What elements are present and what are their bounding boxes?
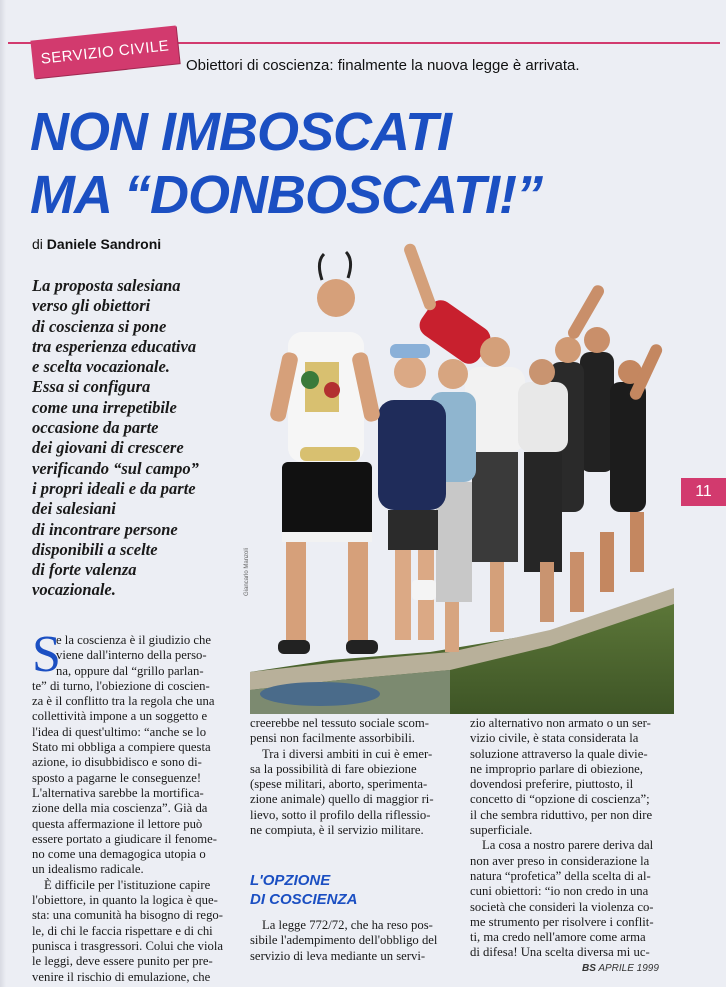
group-photo bbox=[250, 232, 674, 714]
body-line: superficiale. bbox=[470, 823, 533, 838]
byline-author: Daniele Sandroni bbox=[46, 236, 162, 252]
intro-line: Essa si configura bbox=[32, 377, 151, 397]
intro-line: tra esperienza educativa bbox=[32, 336, 197, 356]
body-column-2-continued bbox=[250, 918, 462, 964]
body-line: vizio civile, è stata considerata la bbox=[470, 731, 639, 746]
body-line: sta: una comunità ha bisogno di rego- bbox=[32, 908, 223, 923]
section-heading bbox=[250, 871, 358, 909]
body-line: zione animale) quello di maggior ri- bbox=[250, 792, 434, 807]
body-line: zione della mia coscienza”. Già da bbox=[32, 801, 208, 816]
body-line: le, di chi le faccia rispettare e di chi bbox=[32, 923, 213, 938]
footer-issue: APRILE 1999 bbox=[598, 963, 659, 974]
body-line: e la coscienza è il giudizio che bbox=[56, 633, 211, 647]
body-line: ne compiuta, è il servizio militare. bbox=[250, 823, 424, 838]
body-line: essere portato a giudicare il fenome- bbox=[32, 831, 217, 846]
body-line: na, oppure dal “grillo parlan- bbox=[56, 663, 204, 678]
body-line: cuni obiettori: “io non credo in una bbox=[470, 884, 649, 899]
body-line: te” di turno, l'obiezione di coscien- bbox=[32, 678, 210, 693]
intro-line: come una irrepetibile bbox=[32, 397, 177, 417]
byline-prefix: di bbox=[32, 236, 43, 252]
footer-magazine: BS bbox=[582, 963, 596, 974]
article-subtitle: Obiettori di coscienza: finalmente la nuova legge è arrivata. bbox=[186, 57, 580, 74]
body-line: ne improprio parlare di obiezione, bbox=[470, 761, 643, 776]
section-badge bbox=[30, 25, 179, 78]
body-line: zio alternativo non armato o un ser- bbox=[470, 716, 651, 730]
body-line: società che consideri la violenza co- bbox=[470, 899, 654, 914]
body-line: Tra i diversi ambiti in cui è emer- bbox=[262, 746, 433, 761]
intro-paragraph bbox=[32, 276, 272, 601]
intro-line: occasione da parte bbox=[32, 418, 159, 438]
body-line: il che sembra riduttivo, per non dire bbox=[470, 807, 653, 822]
body-line: viene dall'interno della perso- bbox=[56, 648, 207, 663]
body-line: natura “profetica” della scelta di al- bbox=[470, 868, 651, 883]
body-line: pensi non facilmente assorbibili. bbox=[250, 731, 415, 746]
page-number-tab: 11 bbox=[681, 478, 726, 506]
intro-line: verso gli obiettori bbox=[32, 296, 151, 316]
intro-line: di forte valenza bbox=[32, 560, 137, 580]
intro-line: dei salesiani bbox=[32, 499, 116, 519]
intro-line: di incontrare persone bbox=[32, 519, 178, 539]
body-line: le leggi, deve essere punito per pre- bbox=[32, 954, 213, 969]
section-heading-line-1: L'OPZIONE bbox=[250, 872, 331, 889]
page-edge-shadow bbox=[0, 0, 6, 987]
intro-line: e scelta vocazionale. bbox=[32, 357, 170, 377]
body-column-2 bbox=[250, 716, 462, 838]
body-line: un idealismo radicale. bbox=[32, 862, 144, 877]
body-line: sposto a pagarne le conseguenze! bbox=[32, 770, 202, 785]
body-line: za è il conflitto tra la regola che una bbox=[32, 694, 215, 709]
body-column-1 bbox=[32, 626, 240, 985]
body-line: L'alternativa sarebbe la mortifica- bbox=[32, 785, 204, 800]
body-line: azione, io disubbidisco e sono di- bbox=[32, 755, 202, 770]
intro-line: dei giovani di crescere bbox=[32, 438, 184, 458]
section-label: SERVIZIO CIVILE bbox=[39, 36, 171, 68]
intro-line: disponibili a scelte bbox=[32, 539, 158, 559]
body-line: È difficile per l'istituzione capire bbox=[44, 877, 211, 892]
body-line: l'idea di quest'ultimo: “anche se lo bbox=[32, 724, 207, 739]
body-line: lievo, sotto il profilo della riflessio- bbox=[250, 807, 431, 822]
body-line: dovendosi preferire, piuttosto, il bbox=[470, 777, 634, 792]
body-line: servizio di leva mediante un servi- bbox=[250, 948, 426, 963]
body-line: l'obiettore, in quanto la logica è que- bbox=[32, 893, 218, 908]
body-line: concetto di “opzione di coscienza”; bbox=[470, 792, 650, 807]
body-line: punisca i trasgressori. Colui che viola bbox=[32, 938, 223, 953]
photo-credit: Giancarlo Manzoli bbox=[244, 547, 250, 596]
intro-line: i propri ideali e da parte bbox=[32, 478, 196, 498]
body-line: venire il rischio di emulazione, che bbox=[32, 969, 211, 984]
drop-cap: S bbox=[32, 626, 61, 683]
body-line: di difesa! Una scelta diversa mi uc- bbox=[470, 945, 650, 960]
body-line: (spese militari, aborto, sperimenta- bbox=[250, 777, 428, 792]
body-column-3 bbox=[470, 716, 678, 961]
body-line: ti, ma credo nell'amore come arma bbox=[470, 930, 646, 945]
intro-line: vocazionale. bbox=[32, 580, 116, 600]
body-line: sa la possibilità di fare obiezione bbox=[250, 761, 417, 776]
intro-line: verificando “sul campo” bbox=[32, 458, 199, 478]
section-heading-line-2: DI COSCIENZA bbox=[250, 891, 358, 908]
page-footer bbox=[582, 963, 659, 974]
headline-line-2: MA “DONBOSCATI!” bbox=[30, 165, 542, 225]
body-line: La cosa a nostro parere deriva dal bbox=[482, 838, 654, 853]
body-line: La legge 772/72, che ha reso pos- bbox=[262, 918, 433, 932]
body-line: non aver preso in considerazione la bbox=[470, 853, 650, 868]
headline-line-1: NON IMBOSCATI bbox=[30, 102, 451, 162]
body-line: creerebbe nel tessuto sociale scom- bbox=[250, 716, 429, 730]
body-line: Stato mi obbliga a compiere questa bbox=[32, 740, 211, 755]
byline bbox=[32, 236, 161, 252]
intro-line: La proposta salesiana bbox=[32, 276, 181, 295]
body-line: me strumento per risolvere i conflit- bbox=[470, 914, 654, 929]
body-line: soluzione attraverso la quale divie- bbox=[470, 746, 648, 761]
body-line: questa affermazione il lettore può bbox=[32, 816, 203, 831]
body-line: no come una demagogica utopia o bbox=[32, 847, 206, 862]
body-line: collettività impone a un soggetto e bbox=[32, 709, 208, 724]
body-line: sibile l'adempimento dell'obbligo del bbox=[250, 933, 438, 948]
intro-line: di coscienza si pone bbox=[32, 316, 167, 336]
